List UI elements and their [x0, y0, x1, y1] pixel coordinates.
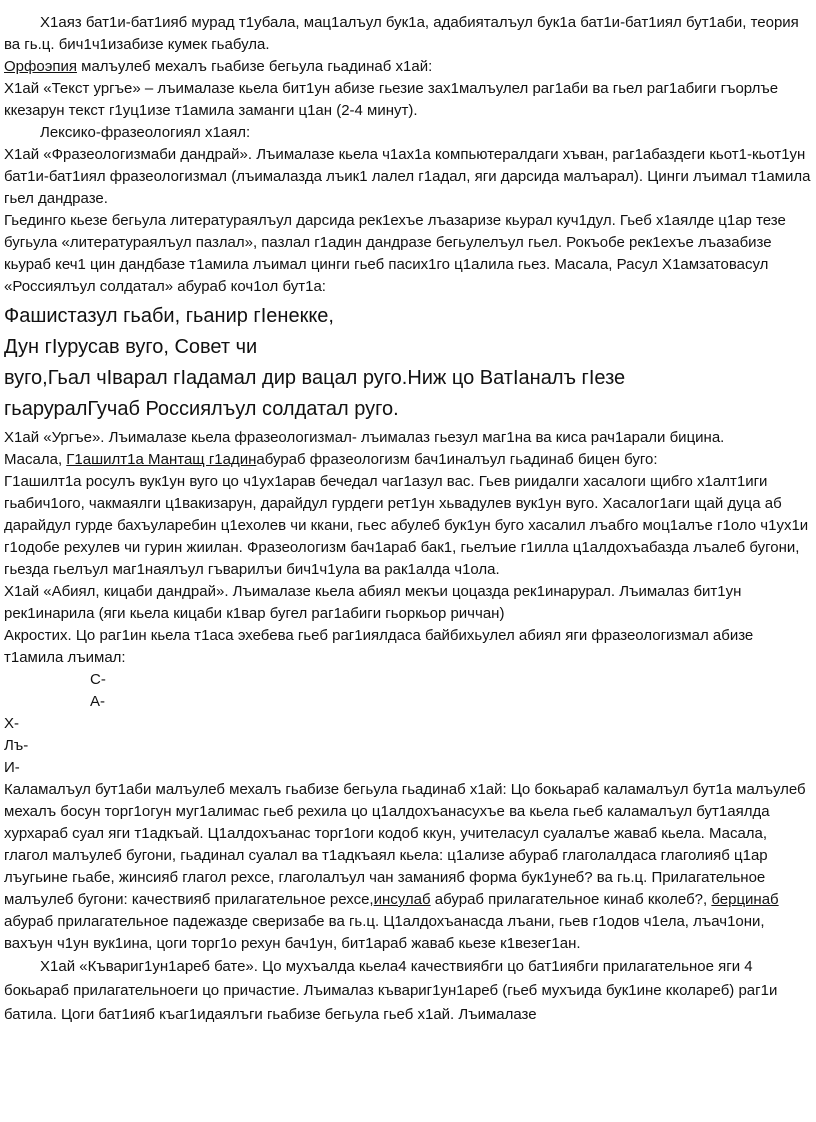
poem-line: Фашистазул гьаби, гьанир гIенекке,	[4, 305, 334, 327]
example-suffix: абураб фразеологизм бач1иналъул гьадинаб бицен буго:	[256, 451, 658, 468]
kalam-part-2: абураб прилагательное кинаб кколеб?,	[430, 891, 712, 908]
paragraph-puzzle: Гьединго кьезе бегьула литератураялъул дарсида рек1ехъе лъазаризе кьурал куч1дул. Гьеб х1аялде ц1ар тезе бугьула «литератураялъул пазлал», пазлал г1адин дандразе бегьулелъул гьел. Рокъобе рек1ехъе лъазабизе кьураб кеч1 цин дандбазе т1амила лъимал цинги гьеб пасих1го ц1алила гьез. Масала, Расул Х1амзатовасул «Россиялъул солдатал» абураб коч1ол бут1а:	[4, 212, 786, 295]
orfoepia-rest: малъулеб мехалъ гьабизе бегьула гьадинаб х1ай:	[76, 58, 433, 75]
paragraph-text-game: Х1ай «Текст ургъе» – лъималазе кьела бит1ун абизе гьезие зах1малъулел раг1аби ва гьел раг1абиги гъорлъе ккезарун текст г1уц1изе т1амила заманги ц1ан (2-4 минут).	[4, 80, 779, 119]
acrostic-list	[4, 669, 812, 779]
paragraph-frazeo-game: Х1ай «Фразеологизмаби дандрай». Лъималазе кьела ч1ах1а компьютералдаги хъван, раг1абаздеги кьот1-кьот1ун бат1и-бат1иял фразеологизмал (лъималазда лъик1 лалел г1адал, яги дарсида малъарал). Цинги лъимал т1амила гьел дандразе.	[4, 146, 811, 207]
lexico-heading: Лексико-фразеологиял х1аял:	[40, 124, 251, 141]
paragraph-urge-game: Х1ай «Ургъе». Лъималазе кьела фразеологизмал- лъималаз гьезул маг1на ва киса рач1арали бицина.	[4, 429, 725, 446]
paragraph-intro: Х1аяз бат1и-бат1ияб мурад т1убала, мац1алъул бук1а, адабияталъул бук1а бат1и-бат1иял бут1аби, теория ва гь.ц. бич1ч1изабизе кумек гьабула.	[4, 14, 799, 53]
poem-line: Дун гIурусав вуго, Совет чи	[4, 336, 258, 358]
word-insulab: инсулаб	[373, 891, 431, 908]
kalam-part-1: Каламалъул бут1аби малъулеб мехалъ гьабизе бегьула гьадинаб х1ай: Цо бокьараб каламалъул бут1а малъулеб мехалъ босун торг1огун муг1алимас гьеб рехила цо ц1алдохъанасухъе ва кьела гьеб каламалъул бут1аялда хурхараб суал яги т1адкъай. Ц1алдохъанас торг1оги кодоб ккун, учителасул суалалъе жаваб кьела. Масала, глагол малъулеб бугони, гьадинал суалал ва т1адкъаял кьела: ц1ализе абураб глаголалдаса глаголияб ц1ар лъугьине гьабе, жинсияб глагол рехсе, глаголалъул чан заманияб форма бук1унеб? ва гь.ц. Прилагательное малъулеб бугони: качествияб прилагательное рехсе,	[4, 781, 806, 908]
paragraph-kalam	[4, 779, 812, 955]
poem-excerpt	[4, 301, 812, 425]
acrostic-letter: И-	[4, 759, 20, 776]
acrostic-letter: С-	[90, 671, 106, 688]
acrostic-letter: А-	[90, 693, 105, 710]
paragraph-abiyal-game: Х1ай «Абиял, кицаби дандрай». Лъималазе кьела абиял мекъи цоцазда рек1инарурал. Лъималаз бит1ун рек1инарила (яги кьела кицаби к1вар бугел раг1абиги гьоркьор риччан)	[4, 583, 742, 622]
poem-line: гьаруралГучаб Россиялъул солдатал руго.	[4, 398, 399, 420]
orfoepia-term: Орфоэпия	[4, 58, 77, 75]
acrostic-letter: Лъ-	[4, 737, 29, 754]
poem-line: вуго,Гьал чIварал гIадамал дир вацал руго.Ниж цо ВатIаналъ гIезе	[4, 367, 626, 389]
example-prefix: Масала,	[4, 451, 67, 468]
acrostic-letter: Х-	[4, 715, 19, 732]
paragraph-acrostic: Акростих. Цо раг1ин кьела т1аса эхебева гьеб раг1иялдаса байбихьулел абиял яги фразеологизмал абизе т1амила лъимал:	[4, 627, 754, 666]
paragraph-story: Г1ашилт1а росулъ вук1ун вуго цо ч1ух1арав бечедал чаг1азул вас. Гьев риидалги хасалоги щибго х1алт1иги гьабич1ого, чакмаялги ц1вакизарун, дарайдул гурдеги рет1ун хьвадулев вук1ун вуго. Хасалог1аги щай дуца аб дарайдул гурде бахъуларебин ц1ехолев чи ккани, гьес абулеб бук1ун буго хасалил лъабго моц1алъе г1оло ч1ух1и г1одобе рехулев чи гурин жиилан. Фразеологизм бач1араб бак1, гьелъие г1илла ц1алдохъабазда лъалеб бугони, гьезда гьелъул маг1наялъул гъварилъи бич1ч1ула ва рак1алда ч1ола.	[4, 473, 809, 578]
paragraph-last-game: Х1ай «Къвариг1ун1ареб бате». Цо мухъалда кьела4 качествиябги цо бат1иябги прилагательное яги 4 бокьараб прилагательноеги цо причастие. Лъималаз къвариг1ун1ареб (гьеб мухъида бук1ине кколареб) раг1и батила. Цоги бат1ияб къаг1идаялъги гьабизе бегьула гьеб х1ай. Лъималазе	[4, 958, 778, 1023]
kalam-part-3: абураб прилагательное падежазде сверизабе ва гь.ц. Ц1алдохъанасда лъани, гьев г1одов ч1ела, лъач1они, вахъун ч1ун вук1ина, цоги торг1о рехун бач1ун, бит1араб жаваб кьезе к1везег1ан.	[4, 913, 765, 952]
paragraph-example	[4, 449, 812, 471]
example-phrase: Г1ашилт1а Мантащ г1адин	[66, 451, 257, 468]
paragraph-orfoepia	[4, 56, 812, 78]
word-bercinab: берцинаб	[711, 891, 779, 908]
